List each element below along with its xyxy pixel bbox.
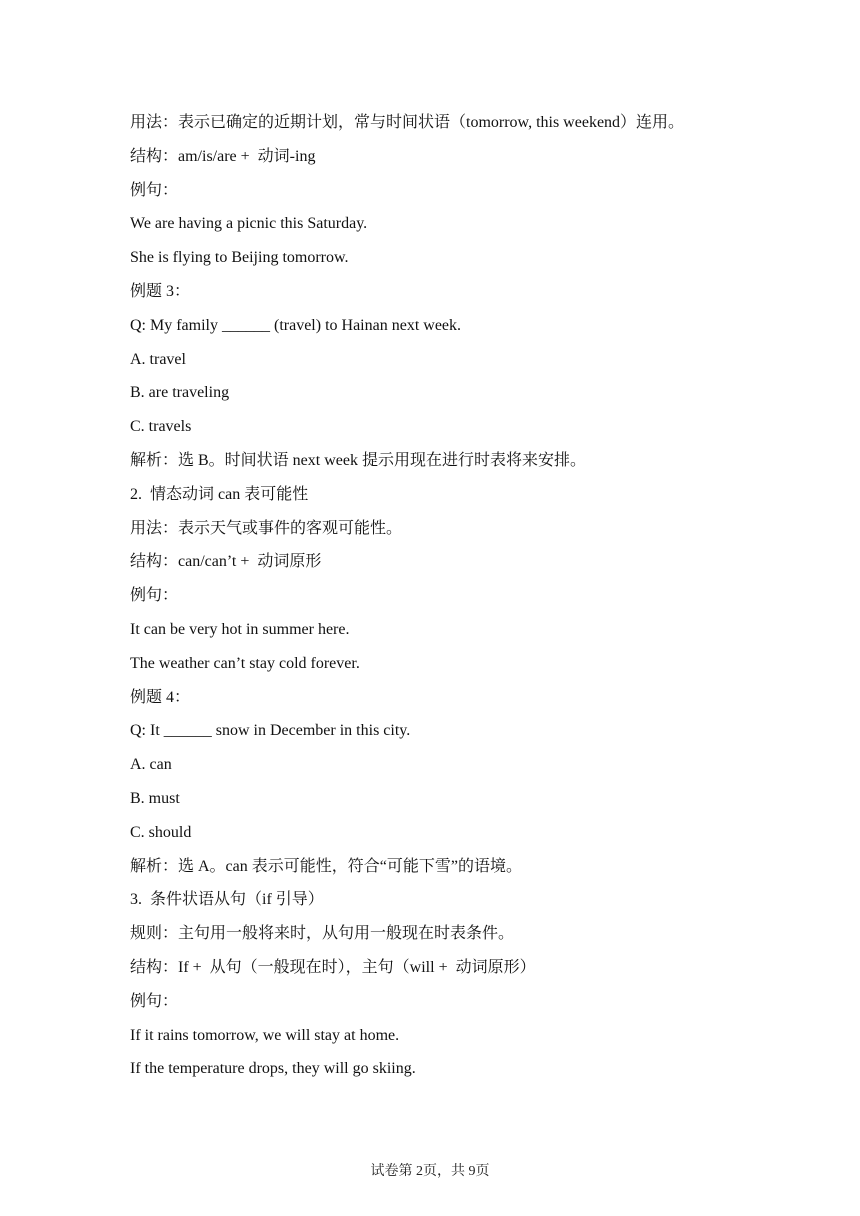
structure-line-3: 结构：If + 从句（一般现在时），主句（will + 动词原形） — [130, 958, 536, 976]
exercise-question-4: Q: It ______ snow in December in this city. — [130, 722, 411, 740]
structure-line-1: 结构：am/is/are + 动词-ing — [130, 147, 316, 165]
example-sentence: It can be very hot in summer here. — [130, 620, 350, 638]
example-sentence: If the temperature drops, they will go skiing. — [130, 1060, 416, 1078]
answer-option: A. travel — [130, 350, 186, 368]
answer-option: C. should — [130, 823, 192, 841]
answer-option: A. can — [130, 756, 172, 774]
answer-option: B. are traveling — [130, 384, 230, 402]
rule-line-3: 规则：主句用一般将来时，从句用一般现在时表条件。 — [130, 925, 515, 943]
exercise-question-3: Q: My family ______ (travel) to Hainan next week. — [130, 316, 462, 334]
answer-option: B. must — [130, 789, 180, 807]
usage-line-2: 用法：表示天气或事件的客观可能性。 — [130, 519, 403, 537]
exercise-heading-4: 例题 4： — [130, 688, 191, 706]
section-heading-3: 3. 条件状语从句（if 引导） — [130, 891, 324, 909]
explanation-line-3: 解析：选 B。时间状语 next week 提示用现在进行时表将来安排。 — [130, 451, 586, 469]
example-sentence: We are having a picnic this Saturday. — [130, 215, 368, 233]
section-heading-2: 2. 情态动词 can 表可能性 — [130, 485, 309, 503]
structure-line-2: 结构：can/can’t + 动词原形 — [130, 553, 322, 571]
example-heading-3: 例句： — [130, 992, 179, 1010]
explanation-line-4: 解析：选 A。can 表示可能性，符合“可能下雪”的语境。 — [130, 857, 522, 875]
document-body — [130, 106, 770, 1086]
usage-line-1: 用法：表示已确定的近期计划，常与时间状语（tomorrow, this weekend）连用。 — [130, 114, 685, 131]
exercise-heading-3: 例题 3： — [130, 282, 191, 300]
answer-option: C. travels — [130, 418, 192, 436]
example-heading-1: 例句： — [130, 181, 179, 199]
example-sentence: If it rains tomorrow, we will stay at home. — [130, 1026, 400, 1044]
example-sentence: The weather can’t stay cold forever. — [130, 654, 360, 672]
page-footer: 试卷第 2页，共 9页 — [370, 1164, 490, 1179]
example-heading-2: 例句： — [130, 587, 179, 605]
example-sentence: She is flying to Beijing tomorrow. — [130, 249, 349, 267]
